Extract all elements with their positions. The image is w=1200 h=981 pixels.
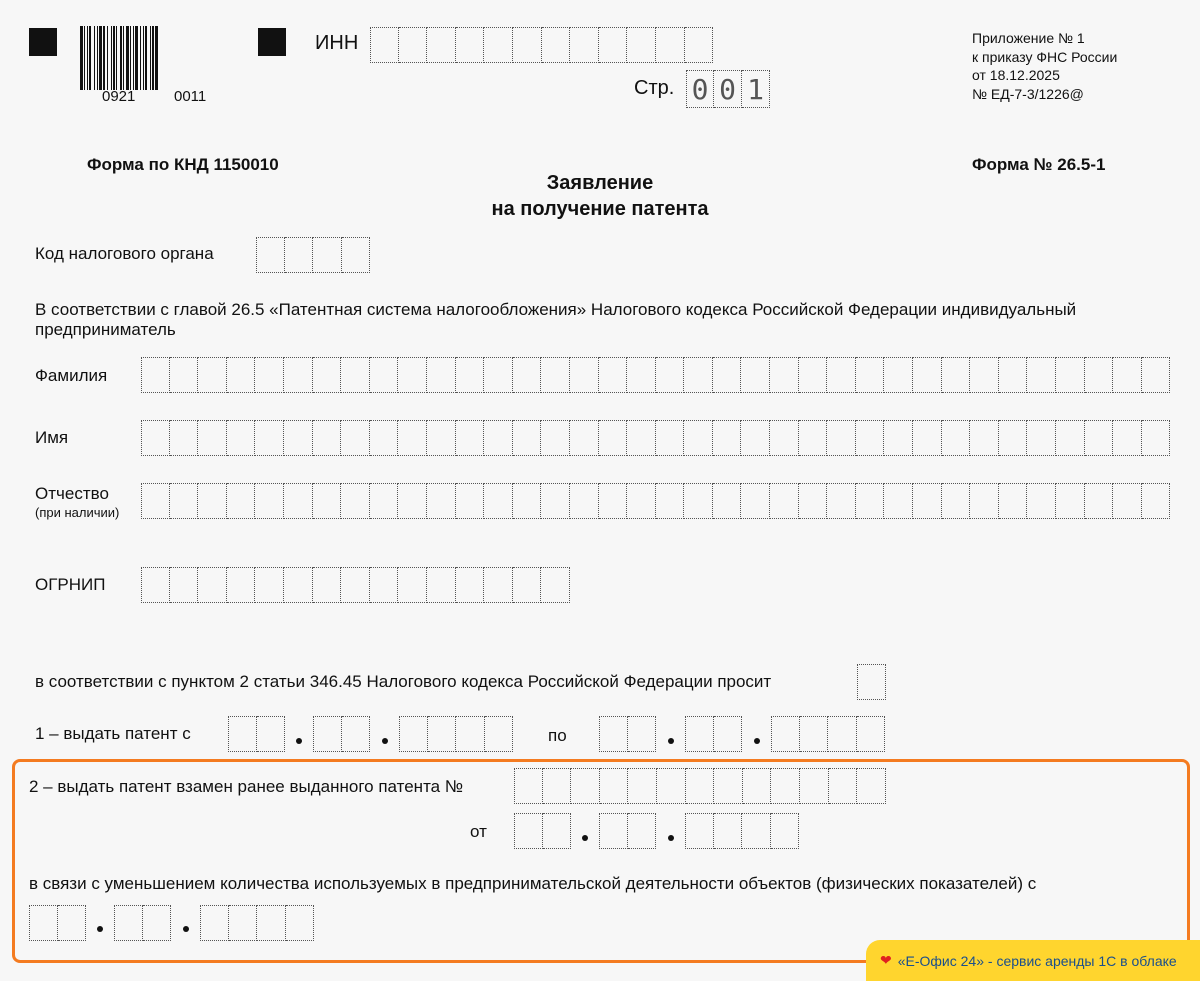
- input-cell[interactable]: [684, 483, 713, 519]
- reduction-date-day[interactable]: [29, 905, 86, 941]
- input-cell[interactable]: [427, 483, 456, 519]
- promo-banner[interactable]: [866, 940, 1200, 981]
- input-cell[interactable]: [857, 768, 886, 804]
- input-cell[interactable]: [514, 768, 543, 804]
- input-cell[interactable]: [313, 567, 342, 603]
- input-cell[interactable]: [656, 357, 685, 393]
- ogrnip-field[interactable]: [141, 567, 570, 603]
- corner-marker-left: [29, 28, 57, 56]
- input-cell[interactable]: [685, 27, 714, 63]
- input-cell[interactable]: [627, 357, 656, 393]
- input-cell[interactable]: [628, 768, 657, 804]
- input-cell[interactable]: [942, 483, 971, 519]
- tax-office-field[interactable]: [256, 237, 370, 273]
- input-cell[interactable]: [198, 357, 227, 393]
- surname-field[interactable]: [141, 357, 1170, 393]
- input-cell[interactable]: [913, 420, 942, 456]
- input-cell[interactable]: [913, 357, 942, 393]
- form-knd: Форма по КНД 1150010: [87, 155, 279, 174]
- input-cell[interactable]: [284, 483, 313, 519]
- input-cell[interactable]: [942, 357, 971, 393]
- input-cell[interactable]: [342, 237, 371, 273]
- option1-to-year[interactable]: [771, 716, 885, 752]
- input-cell[interactable]: [141, 357, 170, 393]
- input-cell[interactable]: [770, 420, 799, 456]
- input-cell[interactable]: [684, 420, 713, 456]
- input-cell[interactable]: [198, 567, 227, 603]
- input-cell[interactable]: [999, 357, 1028, 393]
- inn-field[interactable]: [370, 27, 713, 63]
- corner-marker-right: [258, 28, 286, 56]
- input-cell[interactable]: [600, 768, 629, 804]
- input-cell[interactable]: [628, 716, 657, 752]
- input-cell[interactable]: [456, 357, 485, 393]
- input-cell[interactable]: [541, 357, 570, 393]
- form-number: Форма № 26.5-1: [972, 155, 1106, 174]
- input-cell[interactable]: [599, 483, 628, 519]
- input-cell[interactable]: [741, 357, 770, 393]
- input-cell[interactable]: [713, 420, 742, 456]
- page-label: Стр.: [634, 77, 675, 99]
- input-cell[interactable]: [255, 357, 284, 393]
- reduction-text: в связи с уменьшением количества используемых в предпринимательской деятельности объектов (физических показателей) с: [29, 874, 1037, 893]
- input-cell[interactable]: [800, 716, 829, 752]
- input-cell[interactable]: [857, 664, 886, 700]
- input-cell[interactable]: [828, 716, 857, 752]
- input-cell[interactable]: [1113, 420, 1142, 456]
- input-cell[interactable]: [970, 357, 999, 393]
- option2-date-year[interactable]: [685, 813, 799, 849]
- input-cell[interactable]: [456, 420, 485, 456]
- input-cell[interactable]: [657, 768, 686, 804]
- reduction-date-year[interactable]: [200, 905, 314, 941]
- input-cell[interactable]: [1027, 483, 1056, 519]
- input-cell[interactable]: [770, 357, 799, 393]
- input-cell[interactable]: [685, 813, 714, 849]
- input-cell[interactable]: [856, 483, 885, 519]
- input-cell[interactable]: [484, 420, 513, 456]
- input-cell[interactable]: [485, 716, 514, 752]
- input-cell[interactable]: [1085, 357, 1114, 393]
- input-cell[interactable]: [827, 357, 856, 393]
- input-cell[interactable]: [513, 567, 542, 603]
- input-cell[interactable]: [856, 357, 885, 393]
- input-cell[interactable]: [141, 483, 170, 519]
- input-cell[interactable]: [827, 483, 856, 519]
- input-cell[interactable]: [284, 357, 313, 393]
- input-cell[interactable]: [255, 483, 284, 519]
- input-cell[interactable]: [370, 357, 399, 393]
- input-cell[interactable]: [513, 483, 542, 519]
- input-cell[interactable]: [342, 716, 371, 752]
- patronymic-label: Отчество: [35, 484, 109, 503]
- input-cell[interactable]: [398, 420, 427, 456]
- input-cell[interactable]: [599, 420, 628, 456]
- input-cell[interactable]: [827, 420, 856, 456]
- input-cell[interactable]: [227, 420, 256, 456]
- option1-to-day[interactable]: [599, 716, 656, 752]
- input-cell[interactable]: [255, 420, 284, 456]
- input-cell[interactable]: [1056, 357, 1085, 393]
- input-cell[interactable]: [656, 420, 685, 456]
- input-cell[interactable]: [999, 420, 1028, 456]
- input-cell[interactable]: [570, 357, 599, 393]
- input-cell[interactable]: [313, 420, 342, 456]
- input-cell[interactable]: [456, 27, 485, 63]
- input-cell[interactable]: [1056, 420, 1085, 456]
- input-cell[interactable]: [513, 27, 542, 63]
- promo-banner-text: «Е-Офис 24» - сервис аренды 1С в облаке: [897, 952, 1177, 969]
- page-digit: 0: [714, 70, 742, 108]
- input-cell[interactable]: [313, 357, 342, 393]
- input-cell[interactable]: [286, 905, 315, 941]
- input-cell[interactable]: [484, 357, 513, 393]
- input-cell[interactable]: [656, 27, 685, 63]
- input-cell[interactable]: [741, 420, 770, 456]
- input-cell[interactable]: [770, 483, 799, 519]
- input-cell[interactable]: [198, 483, 227, 519]
- input-cell[interactable]: [170, 567, 199, 603]
- input-cell[interactable]: [543, 813, 572, 849]
- input-cell[interactable]: [599, 27, 628, 63]
- input-cell[interactable]: [170, 483, 199, 519]
- patronymic-note: (при наличии): [35, 505, 120, 520]
- input-cell[interactable]: [543, 768, 572, 804]
- date-separator: [582, 835, 588, 841]
- input-cell[interactable]: [284, 420, 313, 456]
- input-cell[interactable]: [771, 813, 800, 849]
- input-cell[interactable]: [656, 483, 685, 519]
- input-cell[interactable]: [398, 483, 427, 519]
- intro-text-line1: В соответствии с главой 26.5 «Патентная система налогообложения» Налогового кодекса Российской Федерации индивидуальный: [35, 300, 1077, 319]
- option2-label: 2 – выдать патент взамен ранее выданного патента №: [29, 777, 464, 796]
- input-cell[interactable]: [313, 716, 342, 752]
- input-cell[interactable]: [227, 357, 256, 393]
- input-cell[interactable]: [627, 420, 656, 456]
- date-separator: [183, 926, 189, 932]
- input-cell[interactable]: [484, 27, 513, 63]
- input-cell[interactable]: [341, 567, 370, 603]
- input-cell[interactable]: [341, 483, 370, 519]
- option1-to-label: по: [548, 726, 567, 745]
- input-cell[interactable]: [542, 27, 571, 63]
- input-cell[interactable]: [399, 716, 428, 752]
- input-cell[interactable]: [1142, 483, 1171, 519]
- name-field[interactable]: [141, 420, 1170, 456]
- input-cell[interactable]: [170, 357, 199, 393]
- input-cell[interactable]: [229, 905, 258, 941]
- date-separator: [668, 835, 674, 841]
- input-cell[interactable]: [714, 768, 743, 804]
- annex-line: № ЕД-7-3/1226@: [972, 85, 1084, 102]
- input-cell[interactable]: [370, 483, 399, 519]
- input-cell[interactable]: [713, 483, 742, 519]
- input-cell[interactable]: [799, 483, 828, 519]
- input-cell[interactable]: [1142, 420, 1171, 456]
- input-cell[interactable]: [200, 905, 229, 941]
- input-cell[interactable]: [313, 237, 342, 273]
- input-cell[interactable]: [427, 27, 456, 63]
- intro-text-line2: предприниматель: [35, 320, 176, 339]
- input-cell[interactable]: [999, 483, 1028, 519]
- patronymic-field[interactable]: [141, 483, 1170, 519]
- input-cell[interactable]: [285, 237, 314, 273]
- input-cell[interactable]: [257, 905, 286, 941]
- input-cell[interactable]: [114, 905, 143, 941]
- input-cell[interactable]: [427, 567, 456, 603]
- input-cell[interactable]: [1027, 357, 1056, 393]
- input-cell[interactable]: [799, 357, 828, 393]
- input-cell[interactable]: [771, 768, 800, 804]
- annex-block: [972, 29, 1117, 103]
- input-cell[interactable]: [570, 27, 599, 63]
- date-separator: [668, 738, 674, 744]
- annex-line: Приложение № 1: [972, 30, 1085, 46]
- input-cell[interactable]: [370, 567, 399, 603]
- date-separator: [382, 738, 388, 744]
- input-cell[interactable]: [341, 420, 370, 456]
- input-cell[interactable]: [398, 567, 427, 603]
- input-cell[interactable]: [370, 27, 399, 63]
- option1-to-month[interactable]: [685, 716, 742, 752]
- input-cell[interactable]: [686, 768, 715, 804]
- barcode-icon: [80, 26, 232, 90]
- input-cell[interactable]: [541, 567, 570, 603]
- input-cell[interactable]: [884, 420, 913, 456]
- date-separator: [296, 738, 302, 744]
- form-title-line2: на получение патента: [491, 198, 709, 220]
- input-cell[interactable]: [771, 716, 800, 752]
- reduction-date-month[interactable]: [114, 905, 171, 941]
- input-cell[interactable]: [599, 813, 628, 849]
- input-cell[interactable]: [942, 420, 971, 456]
- input-cell[interactable]: [198, 420, 227, 456]
- input-cell[interactable]: [684, 357, 713, 393]
- input-cell[interactable]: [227, 483, 256, 519]
- barcode-number-right: 0011: [174, 88, 207, 105]
- heart-icon: ❤: [880, 952, 892, 968]
- input-cell[interactable]: [428, 716, 457, 752]
- input-cell[interactable]: [742, 813, 771, 849]
- input-cell[interactable]: [1085, 483, 1114, 519]
- name-label: Имя: [35, 428, 69, 447]
- input-cell[interactable]: [884, 357, 913, 393]
- option1-from-month[interactable]: [313, 716, 370, 752]
- input-cell[interactable]: [1113, 357, 1142, 393]
- input-cell[interactable]: [570, 483, 599, 519]
- option1-from-day[interactable]: [228, 716, 285, 752]
- input-cell[interactable]: [627, 483, 656, 519]
- input-cell[interactable]: [970, 420, 999, 456]
- input-cell[interactable]: [1085, 420, 1114, 456]
- input-cell[interactable]: [143, 905, 172, 941]
- input-cell[interactable]: [1056, 483, 1085, 519]
- input-cell[interactable]: [541, 483, 570, 519]
- input-cell[interactable]: [628, 813, 657, 849]
- surname-label: Фамилия: [35, 366, 108, 385]
- input-cell[interactable]: [255, 567, 284, 603]
- input-cell[interactable]: [541, 420, 570, 456]
- date-separator: [754, 738, 760, 744]
- input-cell[interactable]: [427, 357, 456, 393]
- option2-date-day[interactable]: [514, 813, 571, 849]
- input-cell[interactable]: [58, 905, 87, 941]
- input-cell[interactable]: [685, 716, 714, 752]
- input-cell[interactable]: [484, 483, 513, 519]
- input-cell[interactable]: [341, 357, 370, 393]
- input-cell[interactable]: [970, 483, 999, 519]
- date-separator: [97, 926, 103, 932]
- input-cell[interactable]: [227, 567, 256, 603]
- input-cell[interactable]: [599, 716, 628, 752]
- ogrnip-label: ОГРНИП: [35, 575, 106, 594]
- input-cell[interactable]: [570, 420, 599, 456]
- option2-from-label: от: [470, 822, 487, 841]
- input-cell[interactable]: [256, 237, 285, 273]
- inn-label: ИНН: [315, 32, 359, 54]
- input-cell[interactable]: [599, 357, 628, 393]
- request-option-field[interactable]: [857, 664, 886, 700]
- annex-line: от 18.12.2025: [972, 67, 1060, 83]
- input-cell[interactable]: [313, 483, 342, 519]
- input-cell[interactable]: [513, 357, 542, 393]
- input-cell[interactable]: [884, 483, 913, 519]
- option1-label: 1 – выдать патент с: [35, 724, 191, 743]
- request-text: в соответствии с пунктом 2 статьи 346.45 Налогового кодекса Российской Федерации просит: [35, 672, 772, 691]
- input-cell[interactable]: [484, 567, 513, 603]
- tax-office-label: Код налогового органа: [35, 244, 214, 263]
- input-cell[interactable]: [228, 716, 257, 752]
- input-cell[interactable]: [800, 768, 829, 804]
- input-cell[interactable]: [829, 768, 858, 804]
- option2-patent-number-field[interactable]: [514, 768, 886, 804]
- input-cell[interactable]: [571, 768, 600, 804]
- input-cell[interactable]: [29, 905, 58, 941]
- input-cell[interactable]: [741, 483, 770, 519]
- input-cell[interactable]: [398, 357, 427, 393]
- input-cell[interactable]: [257, 716, 286, 752]
- page-number-field[interactable]: [686, 70, 770, 108]
- input-cell[interactable]: [714, 813, 743, 849]
- input-cell[interactable]: [856, 420, 885, 456]
- input-cell[interactable]: [913, 483, 942, 519]
- input-cell[interactable]: [714, 716, 743, 752]
- input-cell[interactable]: [284, 567, 313, 603]
- form-title-line1: Заявление: [546, 172, 654, 194]
- input-cell[interactable]: [456, 483, 485, 519]
- input-cell[interactable]: [456, 716, 485, 752]
- input-cell[interactable]: [713, 357, 742, 393]
- option2-date-month[interactable]: [599, 813, 656, 849]
- input-cell[interactable]: [141, 420, 170, 456]
- barcode-number-left: 0921: [102, 88, 136, 105]
- page-digit: 1: [742, 70, 770, 108]
- input-cell[interactable]: [513, 420, 542, 456]
- annex-line: к приказу ФНС России: [972, 48, 1118, 65]
- input-cell[interactable]: [514, 813, 543, 849]
- input-cell[interactable]: [170, 420, 199, 456]
- input-cell[interactable]: [743, 768, 772, 804]
- input-cell[interactable]: [799, 420, 828, 456]
- input-cell[interactable]: [399, 27, 428, 63]
- input-cell[interactable]: [427, 420, 456, 456]
- input-cell[interactable]: [370, 420, 399, 456]
- input-cell[interactable]: [1142, 357, 1171, 393]
- input-cell[interactable]: [627, 27, 656, 63]
- input-cell[interactable]: [141, 567, 170, 603]
- input-cell[interactable]: [1113, 483, 1142, 519]
- page-digit: 0: [686, 70, 714, 108]
- input-cell[interactable]: [1027, 420, 1056, 456]
- option1-from-year[interactable]: [399, 716, 513, 752]
- input-cell[interactable]: [456, 567, 485, 603]
- input-cell[interactable]: [857, 716, 886, 752]
